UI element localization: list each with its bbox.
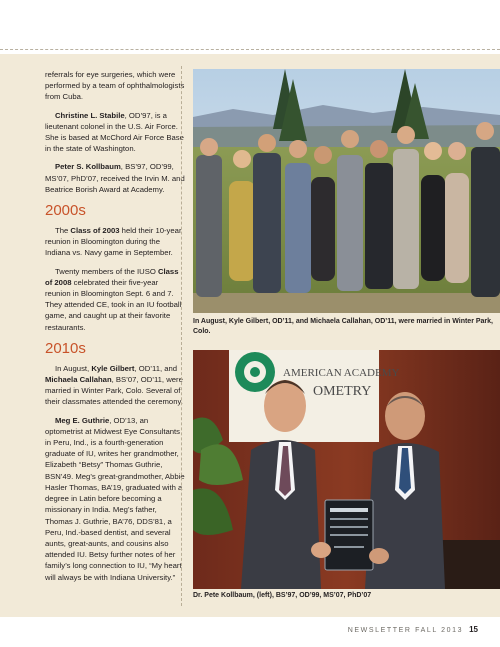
newsletter-label: NEWSLETTER FALL 2013 (347, 627, 464, 634)
award-photo-caption: Dr. Pete Kollbaum, (left), BS’97, OD’99, MS’07, PhD’07 (193, 592, 372, 599)
wedding-group-photo-illustration (193, 69, 500, 313)
class-2008-name: Class of 2008 (45, 266, 179, 287)
class-2003-paragraph (45, 225, 185, 259)
stabile-name: Christine L. Stabile (55, 110, 125, 120)
guthrie-paragraph (45, 415, 185, 583)
class-2003-name: Class of 2003 (70, 226, 120, 236)
wedding-group-photo (193, 69, 500, 313)
stabile-paragraph (45, 110, 185, 155)
guthrie-name: Meg E. Guthrie (55, 415, 110, 425)
wedding-name-1: Kyle Gilbert (91, 363, 135, 373)
guthrie-text: , OD’13, an optometrist at Midwest Eye Consultants in Peru, Ind., is a fourth-generation graduate of IU, writes her grandmother, Elizabeth “Betsy” Thomas Guthrie, BSN’49. Meg’s great-grandmother, Abbie Hasler Thomas, BA’19, graduated with a degree in Latin before becoming a missionary in India. Meg’s father, Thomas J. Guthrie, BA’76, DDS’81, a Peru, Ind.-based dentist, and several aunts, great-aunts, and cousins also attended IU. Betsy further notes of her family’s long connection to IU, “My heart will always be with Indiana University.” (45, 415, 185, 582)
heading-2010s: 2010s (45, 339, 86, 357)
svg-text:OMETRY: OMETRY (313, 384, 372, 399)
kollbaum-name: Peter S. Kollbaum (55, 162, 121, 172)
class-2008-pre: Twenty members of the IUSO (55, 266, 158, 276)
column-divider (181, 66, 182, 606)
top-rule (0, 49, 500, 50)
page-number: 15 (469, 625, 478, 634)
wedding-photo-caption: In August, Kyle Gilbert, OD’11, and Michaela Callahan, OD’11, were married in Winter Park, Colo. (193, 318, 493, 335)
class-2003-text: held their 10-year reunion in Bloomington during the Indiana vs. Navy game in September. (45, 226, 182, 258)
award-photo (193, 350, 500, 589)
text-column (45, 69, 185, 590)
kollbaum-paragraph (45, 161, 185, 195)
stabile-text: , OD’97, is a lieutenant colonel in the U.S. Air Force. She is based at McChord Air Force Base in the state of Washington. (45, 110, 184, 154)
page-footer (348, 625, 478, 634)
heading-2000s: 2000s (45, 202, 86, 220)
svg-text:AMERICAN ACADEMY: AMERICAN ACADEMY (283, 367, 400, 379)
wedding-paragraph (45, 363, 185, 408)
wedding-pre: In August, (55, 363, 92, 373)
class-2008-paragraph (45, 266, 185, 333)
award-photo-illustration (193, 350, 500, 589)
kollbaum-text: , BS’97, OD’99, MS’07, PhD’07, received the Irvin M. and Beatrice Borish Award at Academy. (45, 162, 185, 194)
intro-paragraph: referrals for eye surgeries, which were performed by a team of ophthalmologists from Cuba. (45, 70, 185, 102)
wedding-name-2: Michaela Callahan (45, 375, 112, 385)
class-2008-text: celebrated their five-year reunion in Bloomington Sept. 6 and 7. They attended CE, took in an IU football game, and caught up at their favorite restaurants. (45, 277, 182, 332)
wedding-text: , BS’07, OD’11, were married in Winter Park, Colo. Several of their classmates attended the ceremony. (45, 375, 183, 407)
class-2003-pre: The (55, 226, 71, 236)
wedding-mid: , OD’11, and (134, 363, 178, 373)
